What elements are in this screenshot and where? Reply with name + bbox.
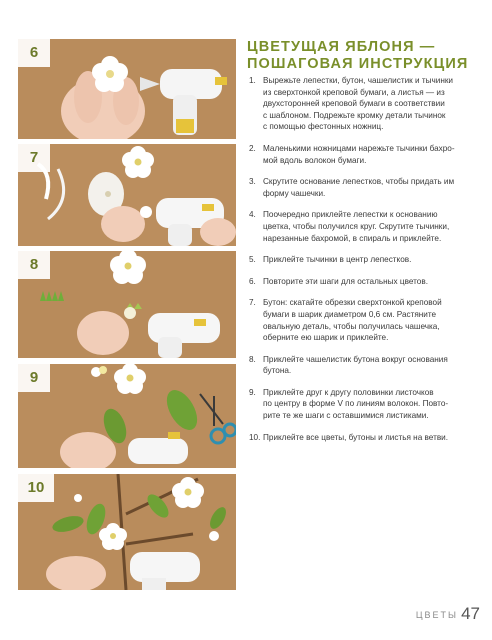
step-number-badge: 10 xyxy=(18,474,54,502)
step-number: 3. xyxy=(249,177,256,187)
list-item xyxy=(249,176,481,199)
step-photo-9 xyxy=(18,364,236,468)
step-number: 9. xyxy=(249,387,256,397)
step-number: 7. xyxy=(249,298,256,308)
step-number: 8. xyxy=(249,354,256,364)
step-text-line: цветка, чтобы получился круг. Скрутите тычинки, xyxy=(263,221,450,231)
step-photo-6 xyxy=(18,39,236,139)
step-text-line: Маленькими ножницами нарежьте тычинки бахро- xyxy=(263,143,455,153)
title-line: ПОШАГОВАЯ ИНСТРУКЦИЯ xyxy=(247,56,469,72)
photo-6-illustration xyxy=(18,39,236,139)
step-text-line: Приклейте чашелистик бутона вокруг основания xyxy=(263,354,448,364)
step-number: 4. xyxy=(249,210,256,220)
step-text-line: Бутон: скатайте обрезки сверхтонкой креповой xyxy=(263,298,442,308)
list-item xyxy=(249,75,481,133)
step-number: 2. xyxy=(249,143,256,153)
step-text-line: по центру в форме V по линиям волокон. Повто- xyxy=(263,399,449,409)
step-number: 5. xyxy=(249,255,256,265)
step-text-line: из сверхтонкой креповой бумаги, а листья — из xyxy=(263,87,445,97)
instruction-list xyxy=(249,75,481,443)
photo-7-illustration xyxy=(18,144,236,246)
step-photo-8 xyxy=(18,251,236,358)
step-text-line: Приклейте тычинки в центр лепестков. xyxy=(263,255,412,265)
list-item xyxy=(249,143,481,166)
title-line: ЦВЕТУЩАЯ ЯБЛОНЯ — xyxy=(247,39,436,55)
step-number: 6. xyxy=(249,276,256,286)
step-text-line: нарезанные бахромой, в спираль и приклейте. xyxy=(263,233,442,243)
page-number: 47 xyxy=(461,604,480,623)
step-text-line: с шаблоном. Подрежьте кромку детали тычинок xyxy=(263,110,446,120)
list-item xyxy=(249,209,481,244)
step-text-line: оберните ею шарик и приклейте. xyxy=(263,333,389,343)
step-text-line: бутона. xyxy=(263,366,292,376)
step-photo-7 xyxy=(18,144,236,246)
photo-9-illustration xyxy=(18,364,236,468)
section-label: ЦВЕТЫ xyxy=(415,610,458,620)
step-text-line: овальную деталь, чтобы получилась чашечка, xyxy=(263,321,440,331)
list-item xyxy=(249,254,481,266)
step-text-line: Приклейте все цветы, бутоны и листья на ветви. xyxy=(263,432,449,442)
step-text-line: с помощью фестонных ножниц. xyxy=(263,122,384,132)
page-title xyxy=(247,39,475,73)
list-item xyxy=(249,276,481,288)
step-text-line: Поочередно приклейте лепестки к основанию xyxy=(263,210,438,220)
step-text-line: Повторите эти шаги для остальных цветов. xyxy=(263,276,428,286)
step-text-line: мой вдоль волокон бумаги. xyxy=(263,155,367,165)
step-number-badge: 6 xyxy=(18,39,50,67)
step-photo-10 xyxy=(18,474,236,590)
step-text-line: бумаги в шарик диаметром 0,6 см. Растяните xyxy=(263,309,437,319)
photo-8-illustration xyxy=(18,251,236,358)
step-number: 10. xyxy=(249,432,261,442)
step-number-badge: 7 xyxy=(18,144,50,172)
step-number-badge: 8 xyxy=(18,251,50,279)
step-text-line: Приклейте друг к другу половинки листочков xyxy=(263,387,434,397)
list-item xyxy=(249,387,481,422)
step-text-line: Скрутите основание лепестков, чтобы придать им xyxy=(263,177,455,187)
step-text-line: рите те же шаги с оставшимися листиками. xyxy=(263,411,429,421)
step-number: 1. xyxy=(249,76,256,85)
step-text-line: форму чашечки. xyxy=(263,188,326,198)
step-text-line: Вырежьте лепестки, бутон, чашелистик и тычинки xyxy=(263,76,453,85)
list-item xyxy=(249,354,481,377)
list-item xyxy=(249,297,481,343)
step-number-badge: 9 xyxy=(18,364,50,392)
step-text-line: двухсторонней креповой бумаги в соответствии xyxy=(263,99,445,109)
list-item xyxy=(249,432,481,444)
